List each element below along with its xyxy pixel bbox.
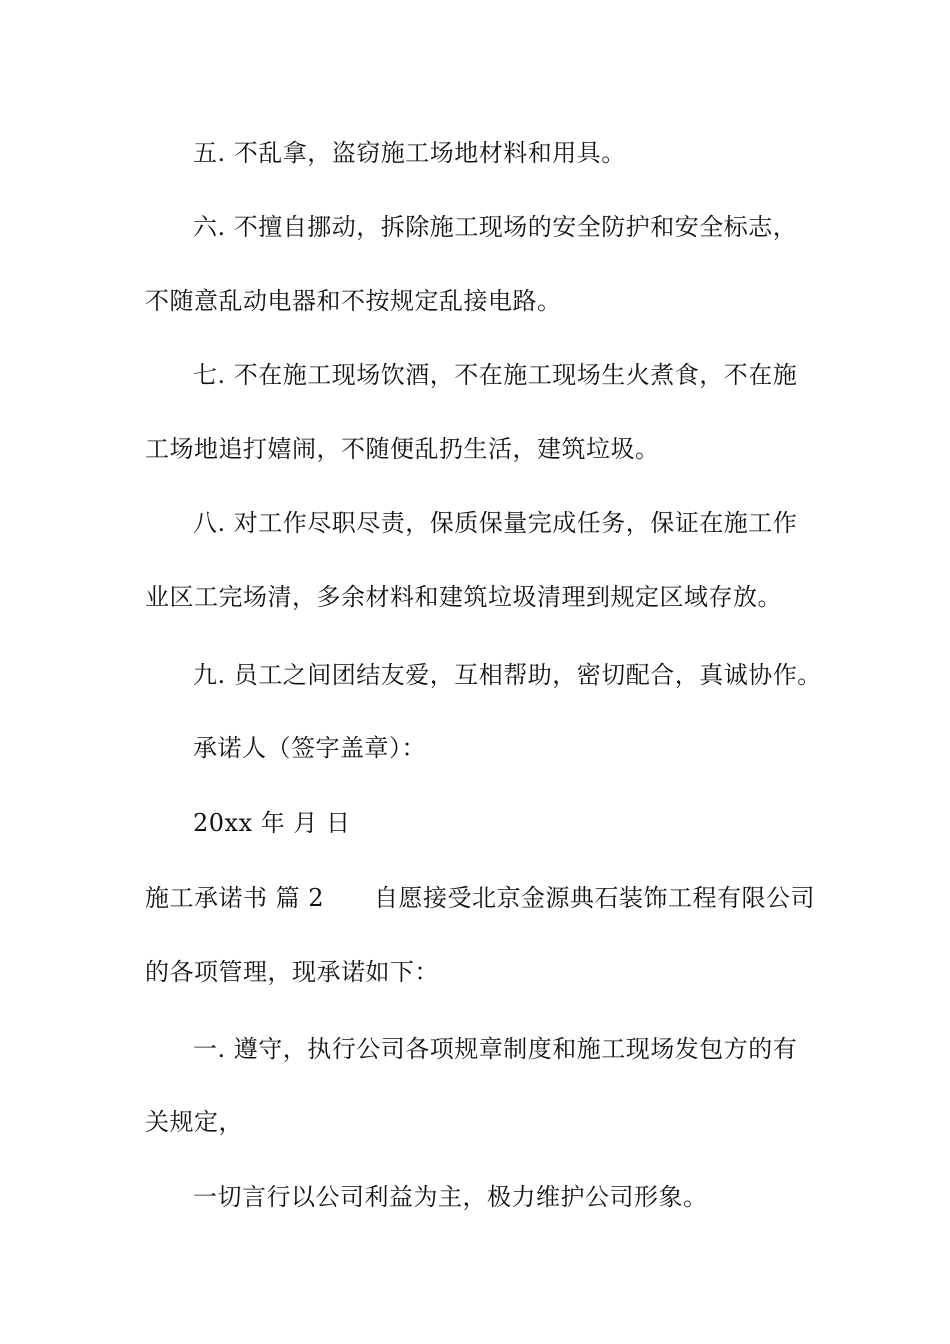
clause-8-line-2: 业区工完场清，多余材料和建筑垃圾清理到规定区域存放。 — [145, 583, 782, 611]
section-2-intro: 自愿接受北京金源典石装饰工程有限公司 — [374, 884, 816, 912]
clause-8-line-1: 八. 对工作尽职尽责，保质保量完成任务，保证在施工作 — [193, 509, 798, 537]
date-line: 20xx 年 月 日 — [193, 809, 351, 837]
clause-7-line-2: 工场地追打嬉闹，不随便乱扔生活，建筑垃圾。 — [145, 435, 660, 463]
section-2-clause-1-line-2: 关规定， — [145, 1108, 243, 1136]
section-2-heading: 施工承诺书 篇 2 — [145, 884, 325, 912]
clause-9: 九. 员工之间团结友爱，互相帮助，密切配合，真诚协作。 — [193, 661, 822, 689]
clause-5: 五. 不乱拿，盗窃施工场地材料和用具。 — [193, 139, 626, 167]
signature-label: 承诺人（签字盖章）： — [193, 734, 426, 762]
clause-6-line-2: 不随意乱动电器和不按规定乱接电路。 — [145, 287, 562, 315]
section-2-first-line — [145, 883, 815, 913]
clause-7-line-1: 七. 不在施工现场饮酒，不在施工现场生火煮食，不在施 — [193, 361, 798, 389]
section-2-clause-1-line-1: 一. 遵守，执行公司各项规章制度和施工现场发包方的有 — [193, 1035, 798, 1063]
section-2-clause-1-line-3: 一切言行以公司利益为主，极力维护公司形象。 — [193, 1183, 708, 1211]
clause-6-line-1: 六. 不擅自挪动，拆除施工现场的安全防护和安全标志， — [193, 213, 798, 241]
section-2-intro-line-2: 的各项管理，现承诺如下： — [145, 958, 439, 986]
